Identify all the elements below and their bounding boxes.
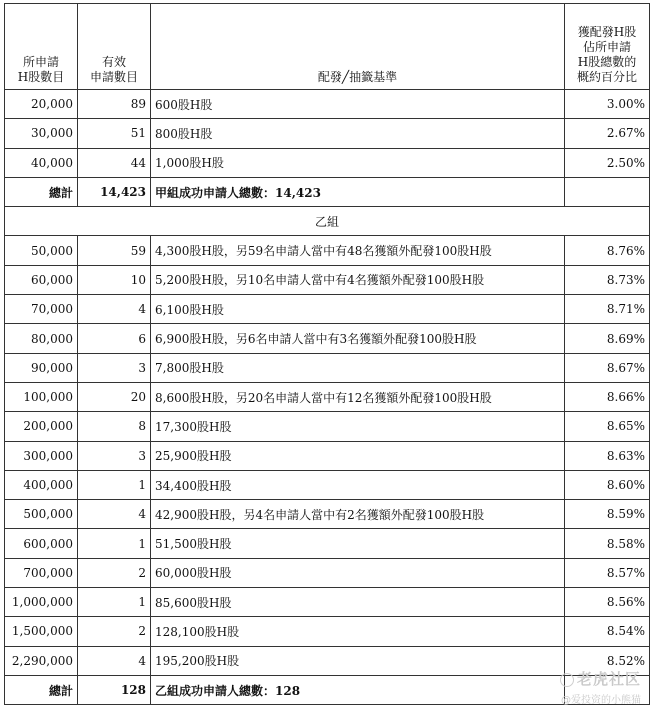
percentage-cell: 8.76% xyxy=(565,236,650,265)
percentage-cell: 2.50% xyxy=(565,148,650,177)
applied-shares-cell: 90,000 xyxy=(5,353,78,382)
total-label: 總計 xyxy=(5,177,78,206)
table-row xyxy=(5,558,650,587)
table-row xyxy=(5,588,650,617)
table-row xyxy=(5,646,650,675)
applied-shares-cell: 30,000 xyxy=(5,119,78,148)
basis-cell: 1,000股H股 xyxy=(151,148,565,177)
percentage-cell: 3.00% xyxy=(565,90,650,119)
watermark xyxy=(560,668,641,706)
applied-shares-cell: 60,000 xyxy=(5,265,78,294)
applied-shares-cell: 1,000,000 xyxy=(5,588,78,617)
table-row xyxy=(5,353,650,382)
percentage-cell: 8.54% xyxy=(565,617,650,646)
applied-shares-cell: 20,000 xyxy=(5,90,78,119)
applied-shares-cell: 200,000 xyxy=(5,412,78,441)
valid-applications-cell: 1 xyxy=(78,529,151,558)
applied-shares-cell: 1,500,000 xyxy=(5,617,78,646)
basis-cell: 25,900股H股 xyxy=(151,441,565,470)
applied-shares-cell: 2,290,000 xyxy=(5,646,78,675)
valid-applications-cell: 1 xyxy=(78,470,151,499)
valid-applications-cell: 3 xyxy=(78,441,151,470)
table-row xyxy=(5,441,650,470)
group-b-title: 乙組 xyxy=(5,207,650,236)
basis-cell: 4,300股H股，另59名申請人當中有48名獲額外配發100股H股 xyxy=(151,236,565,265)
percentage-cell: 8.60% xyxy=(565,470,650,499)
table-row xyxy=(5,382,650,411)
valid-applications-cell: 59 xyxy=(78,236,151,265)
applied-shares-cell: 80,000 xyxy=(5,324,78,353)
valid-applications-cell: 2 xyxy=(78,617,151,646)
tiger-logo-icon xyxy=(560,673,574,687)
valid-applications-cell: 10 xyxy=(78,265,151,294)
valid-applications-cell: 8 xyxy=(78,412,151,441)
percentage-cell: 8.66% xyxy=(565,382,650,411)
table-row xyxy=(5,265,650,294)
valid-applications-cell: 1 xyxy=(78,588,151,617)
header-basis: 配發╱抽籤基準 xyxy=(151,4,565,90)
basis-cell: 800股H股 xyxy=(151,119,565,148)
percentage-cell: 8.56% xyxy=(565,588,650,617)
basis-cell: 128,100股H股 xyxy=(151,617,565,646)
header-approx-percentage: 獲配發H股 佔所申請 H股總數的 概約百分比 xyxy=(565,4,650,90)
basis-cell: 17,300股H股 xyxy=(151,412,565,441)
table-row xyxy=(5,236,650,265)
basis-cell: 600股H股 xyxy=(151,90,565,119)
valid-applications-cell: 4 xyxy=(78,646,151,675)
valid-applications-cell: 51 xyxy=(78,119,151,148)
total-label: 總計 xyxy=(5,675,78,704)
basis-cell: 5,200股H股，另10名申請人當中有4名獲額外配發100股H股 xyxy=(151,265,565,294)
applied-shares-cell: 40,000 xyxy=(5,148,78,177)
basis-cell: 42,900股H股，另4名申請人當中有2名獲額外配發100股H股 xyxy=(151,500,565,529)
valid-applications-cell: 2 xyxy=(78,558,151,587)
percentage-cell: 8.65% xyxy=(565,412,650,441)
table-row xyxy=(5,148,650,177)
group-a-total-row xyxy=(5,177,650,206)
applied-shares-cell: 400,000 xyxy=(5,470,78,499)
table-row xyxy=(5,617,650,646)
basis-cell: 85,600股H股 xyxy=(151,588,565,617)
valid-applications-cell: 3 xyxy=(78,353,151,382)
valid-applications-cell: 44 xyxy=(78,148,151,177)
basis-cell: 195,200股H股 xyxy=(151,646,565,675)
basis-cell: 51,500股H股 xyxy=(151,529,565,558)
table-row xyxy=(5,295,650,324)
applied-shares-cell: 70,000 xyxy=(5,295,78,324)
table-row xyxy=(5,119,650,148)
percentage-cell: 8.52% xyxy=(565,646,650,675)
percentage-cell: 8.58% xyxy=(565,529,650,558)
table-row xyxy=(5,500,650,529)
applied-shares-cell: 50,000 xyxy=(5,236,78,265)
table-row xyxy=(5,529,650,558)
header-valid-applications: 有效 申請數目 xyxy=(78,4,151,90)
basis-cell: 6,100股H股 xyxy=(151,295,565,324)
table-row xyxy=(5,90,650,119)
group-b-title-row xyxy=(5,207,650,236)
total-text: 甲組成功申請人總數：14,423 xyxy=(151,177,565,206)
header-row xyxy=(5,4,650,90)
basis-cell: 34,400股H股 xyxy=(151,470,565,499)
applied-shares-cell: 500,000 xyxy=(5,500,78,529)
watermark-brand: 老虎社区 xyxy=(576,670,641,688)
percentage-cell: 8.57% xyxy=(565,558,650,587)
valid-applications-cell: 4 xyxy=(78,500,151,529)
allocation-table xyxy=(4,3,650,705)
basis-cell: 8,600股H股，另20名申請人當中有12名獲額外配發100股H股 xyxy=(151,382,565,411)
valid-applications-cell: 4 xyxy=(78,295,151,324)
applied-shares-cell: 700,000 xyxy=(5,558,78,587)
total-empty-cell xyxy=(565,177,650,206)
percentage-cell: 8.69% xyxy=(565,324,650,353)
percentage-cell: 8.59% xyxy=(565,500,650,529)
table-row xyxy=(5,324,650,353)
total-count: 128 xyxy=(78,675,151,704)
total-count: 14,423 xyxy=(78,177,151,206)
applied-shares-cell: 600,000 xyxy=(5,529,78,558)
applied-shares-cell: 100,000 xyxy=(5,382,78,411)
valid-applications-cell: 6 xyxy=(78,324,151,353)
group-b-total-row xyxy=(5,675,650,704)
valid-applications-cell: 89 xyxy=(78,90,151,119)
percentage-cell: 8.73% xyxy=(565,265,650,294)
percentage-cell: 2.67% xyxy=(565,119,650,148)
basis-cell: 7,800股H股 xyxy=(151,353,565,382)
percentage-cell: 8.63% xyxy=(565,441,650,470)
watermark-user: @爱投资的小熊猫 xyxy=(561,695,641,706)
table-row xyxy=(5,412,650,441)
basis-cell: 6,900股H股，另6名申請人當中有3名獲額外配發100股H股 xyxy=(151,324,565,353)
applied-shares-cell: 300,000 xyxy=(5,441,78,470)
valid-applications-cell: 20 xyxy=(78,382,151,411)
percentage-cell: 8.71% xyxy=(565,295,650,324)
table-row xyxy=(5,470,650,499)
total-text: 乙組成功申請人總數：128 xyxy=(151,675,565,704)
percentage-cell: 8.67% xyxy=(565,353,650,382)
header-applied-shares: 所申請 H股數目 xyxy=(5,4,78,90)
basis-cell: 60,000股H股 xyxy=(151,558,565,587)
